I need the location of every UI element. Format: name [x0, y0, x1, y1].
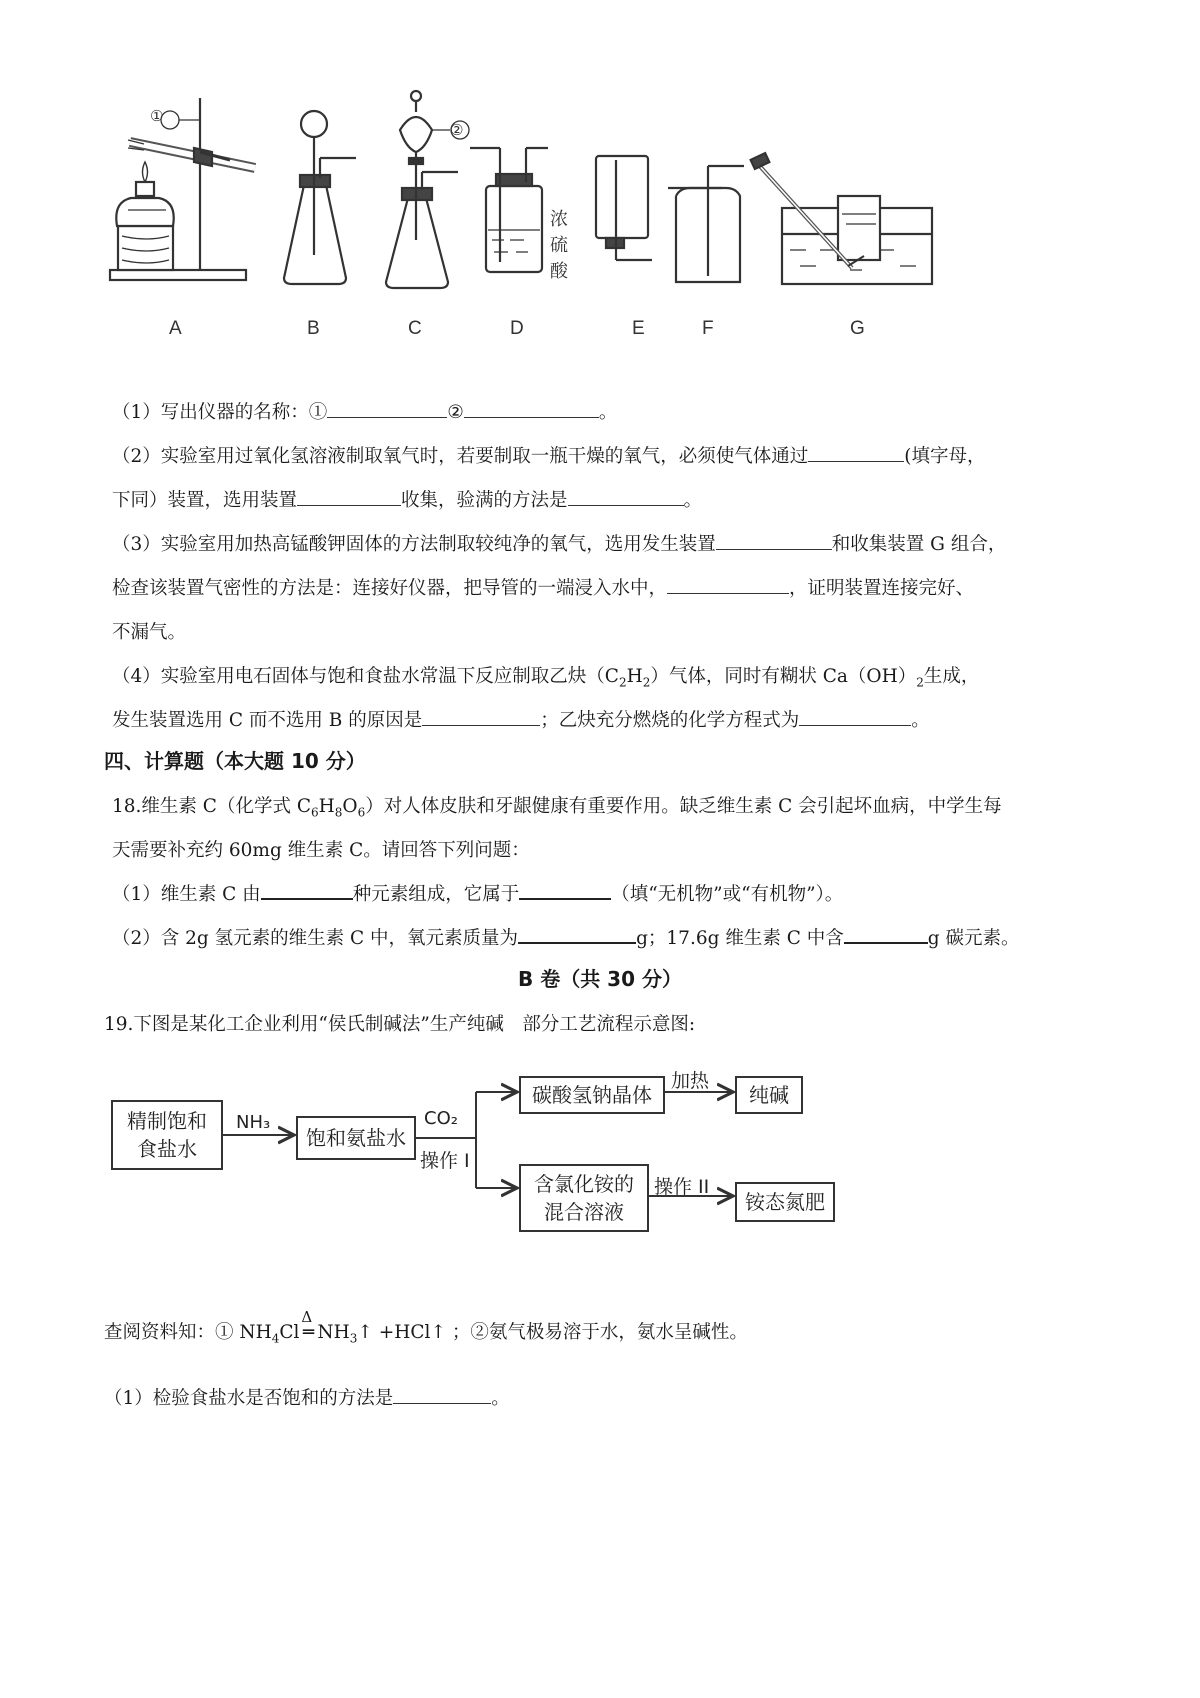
- q17-part3-line3: 不漏气。: [112, 622, 187, 643]
- flow-box-ammonium-solution: 含氯化铵的 混合溶液: [519, 1164, 649, 1232]
- q18-part1: （1）维生素 C 由 种元素组成，它属于 （填“无机物”或“有机物”）。: [112, 884, 844, 905]
- flow-label-co2: CO₂: [424, 1108, 458, 1129]
- reagent-label-2: 硫: [550, 235, 568, 255]
- part-b-heading: B 卷（共 30 分）: [518, 967, 682, 991]
- apparatus-label-f: F: [702, 318, 714, 339]
- apparatus-label-e: E: [632, 318, 645, 339]
- q17-part3-line2: 检查该装置气密性的方法是：连接好仪器，把导管的一端浸入水中， ，证明装置连接完好、: [112, 578, 975, 599]
- answer-blank[interactable]: [393, 1387, 491, 1404]
- q17-part4-line2: 发生装置选用 C 而不选用 B 的原因是 ；乙炔充分燃烧的化学方程式为 。: [112, 710, 930, 731]
- flow-box-ammonia-brine: 饱和氨盐水: [296, 1116, 416, 1160]
- circled-label-1: ①: [150, 108, 164, 125]
- apparatus-label-d: D: [510, 318, 524, 339]
- q17-part1: （1）写出仪器的名称：① ② 。: [112, 402, 618, 423]
- flow-label-op2: 操作 II: [654, 1176, 710, 1198]
- q17-part4-line1: （4）实验室用电石固体与饱和食盐水常温下反应制取乙炔$(C_2H_2)$气体，同时有糊状 $Ca(OH)_2$生成，: [112, 666, 980, 690]
- apparatus-label-c: C: [408, 318, 422, 339]
- circled-label-2: ②: [450, 122, 464, 139]
- q19-intro: 19.下图是某化工企业利用“侯氏制碱法”生产纯碱 部分工艺流程示意图:: [104, 1014, 696, 1035]
- apparatus-label-b: B: [307, 318, 320, 339]
- flow-box-fertilizer: 铵态氮肥: [735, 1182, 835, 1222]
- q18-part2: （2）含 2g 氢元素的维生素 C 中，氧元素质量为 g；17.6g 维生素 C 中含 g 碳元素。: [112, 928, 1020, 949]
- flow-label-op1: 操作 I: [420, 1150, 470, 1172]
- flow-label-nh3: NH₃: [236, 1112, 271, 1133]
- q17-part2-line1: （2）实验室用过氧化氢溶液制取氧气时，若要制取一瓶干燥的氧气，必须使气体通过 (填字母，: [112, 446, 986, 467]
- section-heading: 四、计算题（本大题 10 分）: [104, 749, 366, 773]
- q18-line1: 18.维生素 C（化学式 $C_6H_8O_6$）对人体皮肤和牙龈健康有重要作用。缺乏维生素 C 会引起坏血病，中学生每: [112, 796, 1002, 820]
- apparatus-label-a: A: [169, 318, 182, 339]
- q19-part1: （1）检验食盐水是否饱和的方法是 。: [104, 1388, 510, 1409]
- flow-label-heat: 加热: [671, 1070, 710, 1092]
- apparatus-label-g: G: [850, 318, 865, 339]
- flow-box-soda: 纯碱: [735, 1076, 803, 1114]
- q17-part2-line2: 下同）装置，选用装置 收集，验满的方法是 。: [112, 490, 703, 511]
- heating-condition: Δ ═: [301, 1308, 314, 1343]
- q19-reference: 查阅资料知：① $NH_4Cl$ Δ ═ $NH_3↑$ +HCl↑ ；②氨气极易溶于水，氨水呈碱性。: [104, 1308, 748, 1346]
- flow-box-bicarbonate: 碳酸氢钠晶体: [519, 1076, 665, 1114]
- reagent-label-3: 酸: [550, 261, 568, 281]
- q17-part3-line1: （3）实验室用加热高锰酸钾固体的方法制取较纯净的氧气，选用发生装置 和收集装置 G 组合，: [112, 534, 1007, 555]
- flow-box-brine: 精制饱和 食盐水: [111, 1100, 223, 1170]
- q18-line2: 天需要补充约 60mg 维生素 C。请回答下列问题：: [112, 840, 530, 861]
- reagent-label-1: 浓: [550, 209, 568, 229]
